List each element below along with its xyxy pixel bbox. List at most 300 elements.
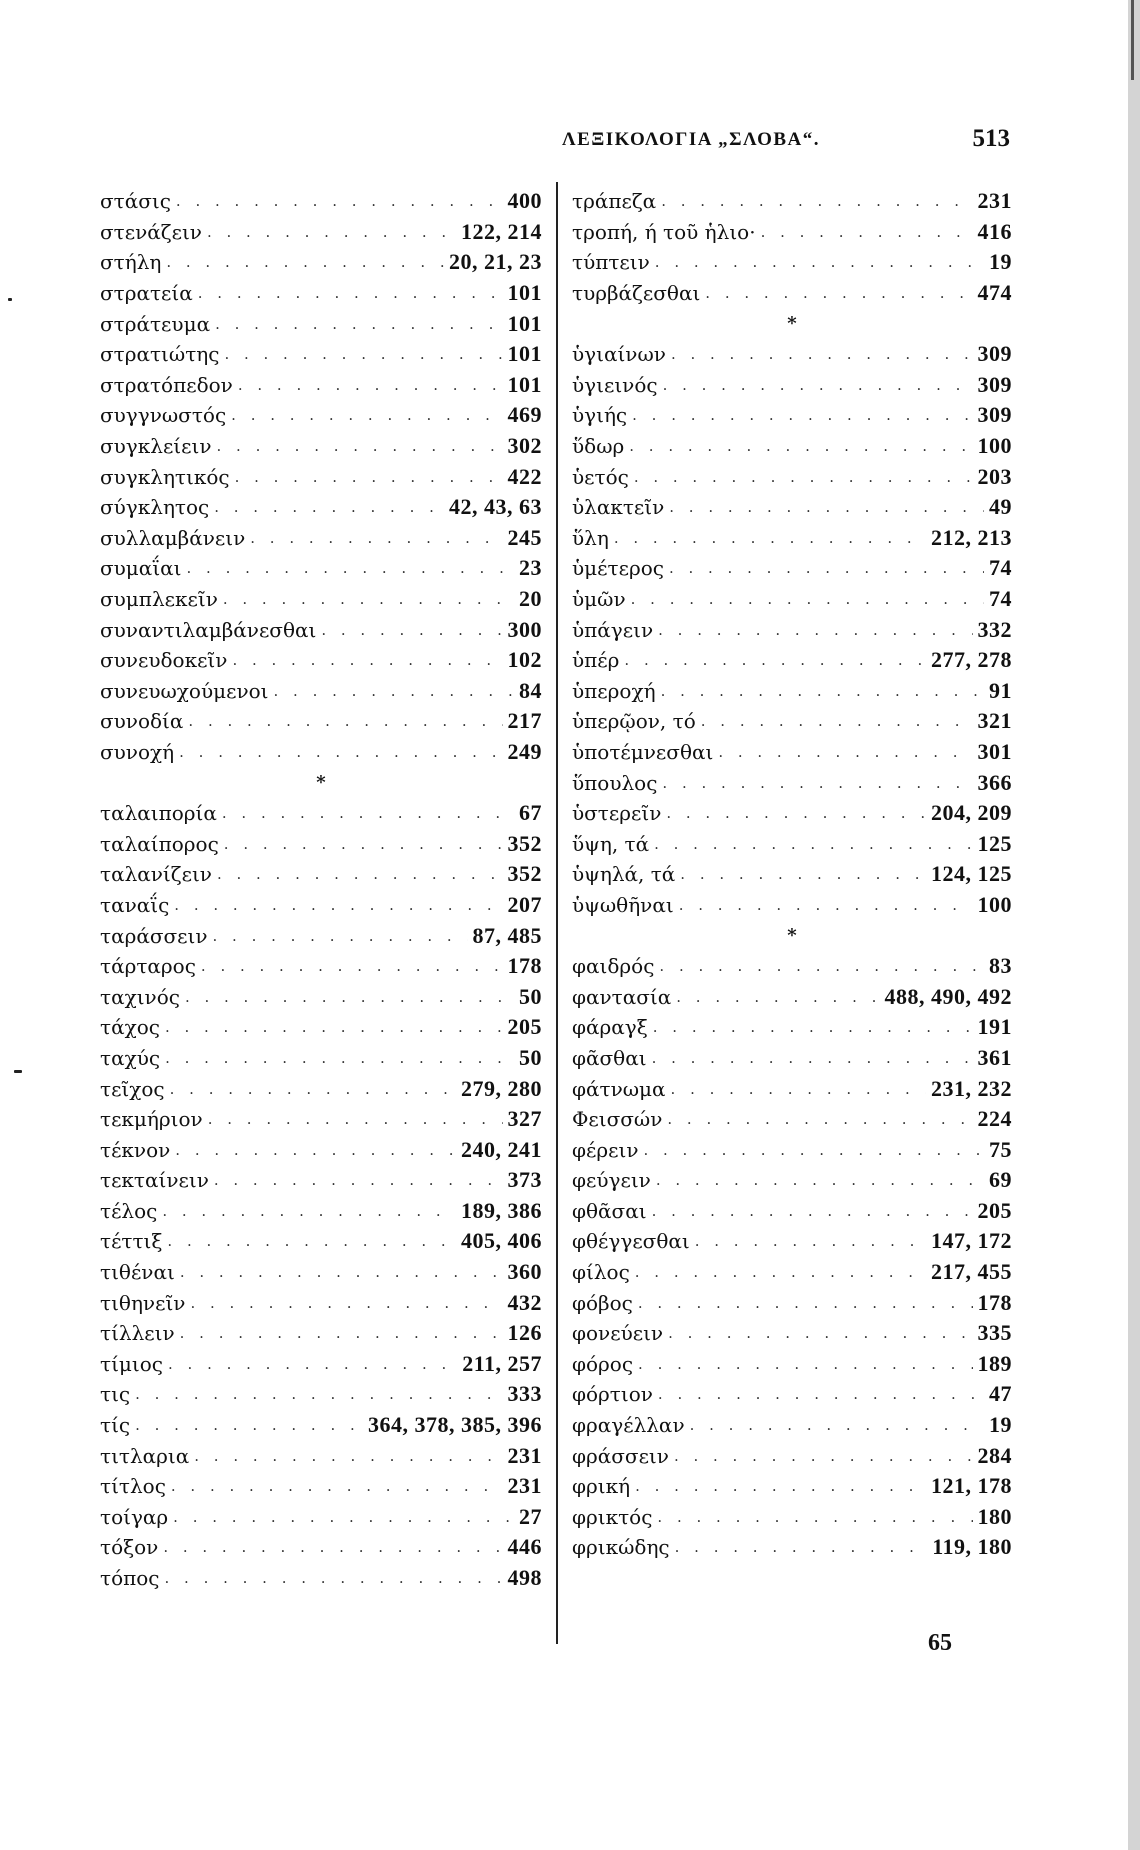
dot-leader — [679, 896, 973, 914]
entry-page-refs: 231 — [507, 1442, 542, 1468]
entry-page-refs: 204, 209 — [931, 800, 1012, 826]
entry-word: ταλαιπορία — [100, 801, 217, 826]
entry-page-refs: 100 — [977, 891, 1012, 917]
entry-page-refs: 191 — [977, 1014, 1012, 1040]
dot-leader — [614, 529, 926, 547]
entry-word: τίμιος — [100, 1351, 163, 1376]
entry-word: τύπτειν — [572, 250, 650, 275]
entry-page-refs: 19 — [989, 1412, 1012, 1438]
dot-leader — [165, 1049, 514, 1067]
entry-word: φέρειν — [572, 1137, 639, 1162]
entry-word: ὑπεροχή — [572, 678, 656, 703]
entry-word: φρικτός — [572, 1504, 653, 1529]
entry-page-refs: 178 — [507, 953, 542, 979]
entry-page-refs: 121, 178 — [931, 1473, 1012, 1499]
entry-word: φᾶσθαι — [572, 1045, 647, 1070]
index-entry — [572, 951, 1012, 982]
index-entry — [572, 186, 1012, 217]
index-entry — [572, 1012, 1012, 1043]
dot-leader — [208, 1110, 503, 1128]
index-entry — [100, 859, 542, 890]
dot-leader — [185, 988, 514, 1006]
index-entry — [100, 1226, 542, 1257]
entry-word: φάτνωμα — [572, 1076, 666, 1101]
entry-page-refs: 49 — [989, 494, 1012, 520]
entry-word: τίς — [100, 1413, 131, 1438]
dot-leader — [187, 559, 514, 577]
entry-page-refs: 364, 378, 385, 396 — [368, 1412, 542, 1438]
index-entry — [572, 1410, 1012, 1441]
entry-word: τυρβάζεσθαι — [572, 281, 701, 306]
entry-word: ὕπουλος — [572, 770, 658, 795]
entry-word: ὑγιής — [572, 403, 628, 428]
dot-leader — [173, 1508, 514, 1526]
dot-leader — [215, 315, 502, 333]
dot-leader — [658, 621, 972, 639]
entry-word: φραγέλλαν — [572, 1413, 685, 1438]
entry-word: τάχος — [100, 1015, 160, 1040]
index-entry — [100, 981, 542, 1012]
entry-page-refs: 231 — [977, 188, 1012, 214]
entry-page-refs: 119, 180 — [932, 1534, 1012, 1560]
entry-page-refs: 474 — [977, 280, 1012, 306]
entry-word: ὑψηλά, τά — [572, 862, 676, 887]
dot-leader — [669, 559, 984, 577]
entry-page-refs: 231 — [507, 1473, 542, 1499]
dot-leader — [180, 1263, 503, 1281]
entry-page-refs: 50 — [519, 983, 542, 1009]
entry-page-refs: 309 — [977, 341, 1012, 367]
entry-word: ταναΐς — [100, 892, 170, 917]
entry-page-refs: 205 — [977, 1197, 1012, 1223]
dot-leader — [632, 406, 972, 424]
index-entry — [100, 1410, 542, 1441]
entry-page-refs: 302 — [507, 433, 542, 459]
entry-word: Φεισσών — [572, 1107, 663, 1132]
entry-page-refs: 100 — [977, 433, 1012, 459]
running-header: ΛΕΞΙΚΟΛΟΓΙΑ „ΣΛΟΒΑ“. — [562, 129, 820, 150]
entry-page-refs: 400 — [507, 188, 542, 214]
entry-page-refs: 300 — [507, 616, 542, 642]
index-entry — [572, 278, 1012, 309]
index-entry — [100, 1196, 542, 1227]
dot-leader — [163, 1538, 502, 1556]
entry-word: τίλλειν — [100, 1321, 175, 1346]
dot-leader — [657, 1508, 972, 1526]
index-entry — [572, 1379, 1012, 1410]
index-entry — [100, 737, 542, 768]
entry-word: τέττιξ — [100, 1229, 163, 1254]
entry-page-refs: 333 — [507, 1381, 542, 1407]
dot-leader — [165, 1018, 503, 1036]
index-entry — [572, 614, 1012, 645]
dot-leader — [250, 529, 502, 547]
entry-word: φθέγγεσθαι — [572, 1229, 690, 1254]
dot-leader — [661, 192, 972, 210]
entry-word: ὑποτέμνεσθαι — [572, 739, 714, 764]
dot-leader — [194, 1447, 502, 1465]
dot-leader — [663, 376, 973, 394]
index-entry — [100, 308, 542, 339]
entry-page-refs: 240, 241 — [461, 1136, 542, 1162]
entry-word: συναντιλαμβάνεσθαι — [100, 617, 317, 642]
entry-page-refs: 20 — [519, 586, 542, 612]
scan-speck — [14, 1070, 22, 1073]
entry-page-refs: 352 — [507, 830, 542, 856]
entry-page-refs: 27 — [519, 1503, 542, 1529]
entry-page-refs: 327 — [507, 1106, 542, 1132]
index-entry — [100, 247, 542, 278]
index-entry — [100, 370, 542, 401]
index-entry — [572, 553, 1012, 584]
dot-leader — [669, 498, 984, 516]
entry-page-refs: 126 — [507, 1320, 542, 1346]
entry-page-refs: 332 — [977, 616, 1012, 642]
entry-word: τάρταρος — [100, 954, 196, 979]
index-entry — [100, 186, 542, 217]
dot-leader — [652, 1202, 973, 1220]
entry-page-refs: 147, 172 — [931, 1228, 1012, 1254]
entry-word: συνευωχούμενοι — [100, 678, 269, 703]
dot-leader — [188, 712, 502, 730]
index-entry — [572, 767, 1012, 798]
entry-page-refs: 180 — [977, 1503, 1012, 1529]
entry-page-refs: 212, 213 — [931, 524, 1012, 550]
entry-page-refs: 211, 257 — [462, 1350, 542, 1376]
dot-leader — [680, 865, 926, 883]
signature-mark: 65 — [928, 1630, 952, 1656]
dot-leader — [321, 621, 502, 639]
entry-word: τόξον — [100, 1535, 159, 1560]
index-entry — [100, 523, 542, 554]
entry-page-refs: 84 — [519, 677, 542, 703]
index-entry — [572, 1440, 1012, 1471]
entry-word: φίλος — [572, 1260, 630, 1285]
index-entry — [572, 523, 1012, 554]
index-entry — [572, 339, 1012, 370]
entry-page-refs: 284 — [977, 1442, 1012, 1468]
entry-page-refs: 124, 125 — [931, 861, 1012, 887]
index-entry — [572, 584, 1012, 615]
entry-page-refs: 47 — [989, 1381, 1012, 1407]
dot-leader — [170, 1080, 456, 1098]
entry-word: ὕψη, τά — [572, 831, 650, 856]
entry-word: ὑετός — [572, 464, 629, 489]
dot-leader — [624, 651, 926, 669]
dot-leader — [175, 1141, 456, 1159]
entry-page-refs: 249 — [507, 738, 542, 764]
entry-page-refs: 498 — [507, 1565, 542, 1591]
dot-leader — [232, 651, 502, 669]
entry-page-refs: 101 — [507, 341, 542, 367]
index-entry — [572, 798, 1012, 829]
dot-leader — [659, 957, 984, 975]
dot-leader — [643, 1141, 984, 1159]
dot-leader — [174, 896, 502, 914]
dot-leader — [222, 804, 514, 822]
entry-word: φεύγειν — [572, 1168, 651, 1193]
scan-speck — [8, 298, 12, 301]
entry-word: ὑψωθῆναι — [572, 892, 674, 917]
entry-page-refs: 352 — [507, 861, 542, 887]
entry-page-refs: 91 — [989, 677, 1012, 703]
entry-word: στράτευμα — [100, 311, 211, 336]
entry-page-refs: 125 — [977, 830, 1012, 856]
dot-leader — [655, 253, 984, 271]
entry-word: ὑπερῷον, τό — [572, 709, 696, 734]
entry-page-refs: 469 — [507, 402, 542, 428]
index-entry — [572, 645, 1012, 676]
entry-page-refs: 189 — [977, 1350, 1012, 1376]
entry-word: ὑλακτεῖν — [572, 495, 665, 520]
entry-word: ταλαίπορος — [100, 831, 219, 856]
entry-word: τις — [100, 1382, 131, 1407]
index-entry — [100, 676, 542, 707]
entry-page-refs: 101 — [507, 371, 542, 397]
entry-word: ὑπέρ — [572, 648, 620, 673]
entry-word: τέκνον — [100, 1137, 171, 1162]
entry-page-refs: 224 — [977, 1106, 1012, 1132]
index-entry — [572, 706, 1012, 737]
index-entry — [572, 1134, 1012, 1165]
entry-word: ὑμέτερος — [572, 556, 664, 581]
dot-leader — [671, 345, 973, 363]
index-entry — [100, 553, 542, 584]
dot-leader — [231, 406, 502, 424]
dot-leader — [629, 437, 972, 455]
index-entry — [100, 1471, 542, 1502]
dot-leader — [207, 223, 456, 241]
entry-page-refs: 87, 485 — [472, 922, 542, 948]
entry-word: ταλανίζειν — [100, 862, 212, 887]
dot-leader — [180, 1324, 503, 1342]
index-entry — [572, 1502, 1012, 1533]
dot-leader — [166, 253, 444, 271]
dot-leader — [652, 1049, 973, 1067]
entry-word: συγγνωστός — [100, 403, 227, 428]
entry-word: φαντασία — [572, 984, 672, 1009]
entry-word: τεκμήριον — [100, 1107, 203, 1132]
dot-leader — [638, 1294, 973, 1312]
entry-word: συμαΐαι — [100, 556, 182, 581]
index-entry — [100, 400, 542, 431]
entry-page-refs: 309 — [977, 371, 1012, 397]
entry-word: συμπλεκεῖν — [100, 587, 218, 612]
dot-leader — [224, 835, 503, 853]
dot-leader — [274, 682, 514, 700]
index-entry — [100, 339, 542, 370]
dot-leader — [201, 957, 503, 975]
entry-word: συνοδία — [100, 709, 184, 734]
entry-page-refs: 75 — [989, 1136, 1012, 1162]
entry-page-refs: 245 — [507, 524, 542, 550]
entry-word: φρικώδης — [572, 1535, 670, 1560]
index-entry — [100, 1440, 542, 1471]
index-entry — [100, 614, 542, 645]
index-entry — [572, 1196, 1012, 1227]
dot-leader — [668, 1324, 972, 1342]
index-entry — [572, 828, 1012, 859]
entry-page-refs: 217, 455 — [931, 1259, 1012, 1285]
entry-page-refs: 20, 21, 23 — [449, 249, 542, 275]
right-index-column — [572, 186, 1012, 1563]
index-entry — [572, 1104, 1012, 1135]
dot-leader — [238, 376, 503, 394]
entry-page-refs: 178 — [977, 1289, 1012, 1315]
dot-leader — [176, 192, 503, 210]
index-entry — [572, 1471, 1012, 1502]
index-entry — [572, 890, 1012, 921]
index-entry — [572, 1349, 1012, 1380]
index-entry — [100, 278, 542, 309]
index-entry — [100, 890, 542, 921]
entry-page-refs: 74 — [989, 586, 1012, 612]
dot-leader — [135, 1416, 363, 1434]
index-entry — [100, 461, 542, 492]
index-entry — [100, 1318, 542, 1349]
entry-page-refs: 301 — [977, 738, 1012, 764]
index-entry — [572, 492, 1012, 523]
index-entry — [100, 645, 542, 676]
entry-word: συλλαμβάνειν — [100, 525, 246, 550]
index-entry — [100, 1134, 542, 1165]
dot-leader — [676, 988, 879, 1006]
entry-page-refs: 366 — [977, 769, 1012, 795]
entry-page-refs: 19 — [989, 249, 1012, 275]
index-entry — [572, 737, 1012, 768]
dot-leader — [165, 1569, 503, 1587]
dot-leader — [135, 1385, 502, 1403]
entry-word: φόρτιον — [572, 1382, 653, 1407]
asterisk-separator: * — [787, 925, 797, 947]
entry-word: ὕδωρ — [572, 434, 625, 459]
entry-word: ὕλη — [572, 525, 609, 550]
index-entry — [100, 1379, 542, 1410]
scan-right-edge — [1128, 0, 1140, 1850]
entry-page-refs: 23 — [519, 555, 542, 581]
index-entry — [572, 461, 1012, 492]
dot-leader — [223, 590, 514, 608]
entry-page-refs: 309 — [977, 402, 1012, 428]
index-entry — [100, 1287, 542, 1318]
entry-word: τιτλαρια — [100, 1443, 190, 1468]
index-entry — [100, 217, 542, 248]
entry-word: ὑπάγειν — [572, 617, 654, 642]
entry-word: ὑγιεινός — [572, 372, 658, 397]
entry-page-refs: 488, 490, 492 — [884, 983, 1012, 1009]
index-entry — [572, 1043, 1012, 1074]
dot-leader — [631, 590, 984, 608]
entry-page-refs: 69 — [989, 1167, 1012, 1193]
scan-streak — [1131, 0, 1134, 80]
entry-word: στρατιώτης — [100, 342, 220, 367]
index-entry — [572, 1257, 1012, 1288]
section-separator — [572, 920, 1012, 951]
dot-leader — [671, 1080, 926, 1098]
page-number: 513 — [972, 125, 1010, 152]
entry-page-refs: 67 — [519, 800, 542, 826]
entry-page-refs: 361 — [977, 1044, 1012, 1070]
index-entry — [100, 1502, 542, 1533]
dot-leader — [656, 1171, 984, 1189]
entry-word: φόβος — [572, 1290, 633, 1315]
entry-word: τόπος — [100, 1566, 160, 1591]
dot-leader — [217, 865, 503, 883]
dot-leader — [171, 1477, 503, 1495]
dot-leader — [214, 498, 444, 516]
entry-word: τεῖχος — [100, 1076, 165, 1101]
index-entry — [100, 1349, 542, 1380]
column-divider — [556, 182, 558, 1644]
entry-page-refs: 277, 278 — [931, 647, 1012, 673]
dot-leader — [666, 804, 926, 822]
dot-leader — [214, 1171, 503, 1189]
dot-leader — [635, 1477, 926, 1495]
dot-leader — [695, 1232, 926, 1250]
entry-page-refs: 321 — [977, 708, 1012, 734]
dot-leader — [690, 1416, 984, 1434]
dot-leader — [701, 712, 973, 730]
dot-leader — [654, 835, 972, 853]
entry-page-refs: 432 — [507, 1289, 542, 1315]
index-entry — [100, 828, 542, 859]
index-entry — [100, 492, 542, 523]
index-entry — [572, 859, 1012, 890]
dot-leader — [653, 1018, 973, 1036]
entry-page-refs: 50 — [519, 1044, 542, 1070]
dot-leader — [162, 1202, 456, 1220]
entry-page-refs: 360 — [507, 1259, 542, 1285]
entry-word: συνευδοκεῖν — [100, 648, 228, 673]
index-entry — [100, 1532, 542, 1563]
dot-leader — [635, 1263, 926, 1281]
dot-leader — [675, 1538, 928, 1556]
entry-page-refs: 335 — [977, 1320, 1012, 1346]
entry-word: στρατόπεδον — [100, 372, 233, 397]
dot-leader — [634, 468, 973, 486]
entry-word: τέλος — [100, 1198, 158, 1223]
dot-leader — [761, 223, 973, 241]
entry-page-refs: 189, 386 — [461, 1197, 542, 1223]
entry-word: ὑγιαίνων — [572, 342, 666, 367]
entry-word: φάραγξ — [572, 1015, 648, 1040]
entry-word: στρατεία — [100, 281, 193, 306]
entry-word: τεκταίνειν — [100, 1168, 209, 1193]
entry-page-refs: 416 — [977, 218, 1012, 244]
section-separator — [100, 767, 542, 798]
entry-page-refs: 203 — [977, 463, 1012, 489]
entry-word: συγκλείειν — [100, 434, 212, 459]
index-entry — [100, 1104, 542, 1135]
entry-word: τιθέναι — [100, 1260, 175, 1285]
entry-word: στενάζειν — [100, 219, 202, 244]
index-entry — [100, 431, 542, 462]
index-entry — [572, 1287, 1012, 1318]
asterisk-separator: * — [316, 772, 326, 794]
dot-leader — [667, 1110, 972, 1128]
entry-word: ταχύς — [100, 1045, 161, 1070]
index-entry — [100, 1257, 542, 1288]
entry-page-refs: 231, 232 — [931, 1075, 1012, 1101]
entry-page-refs: 122, 214 — [461, 218, 542, 244]
index-entry — [100, 1012, 542, 1043]
index-entry — [100, 1073, 542, 1104]
index-entry — [100, 584, 542, 615]
entry-word: τροπή, ή τοῦ ἡλιο· — [572, 219, 756, 244]
entry-page-refs: 217 — [507, 708, 542, 734]
entry-word: φθᾶσαι — [572, 1198, 647, 1223]
entry-page-refs: 101 — [507, 280, 542, 306]
